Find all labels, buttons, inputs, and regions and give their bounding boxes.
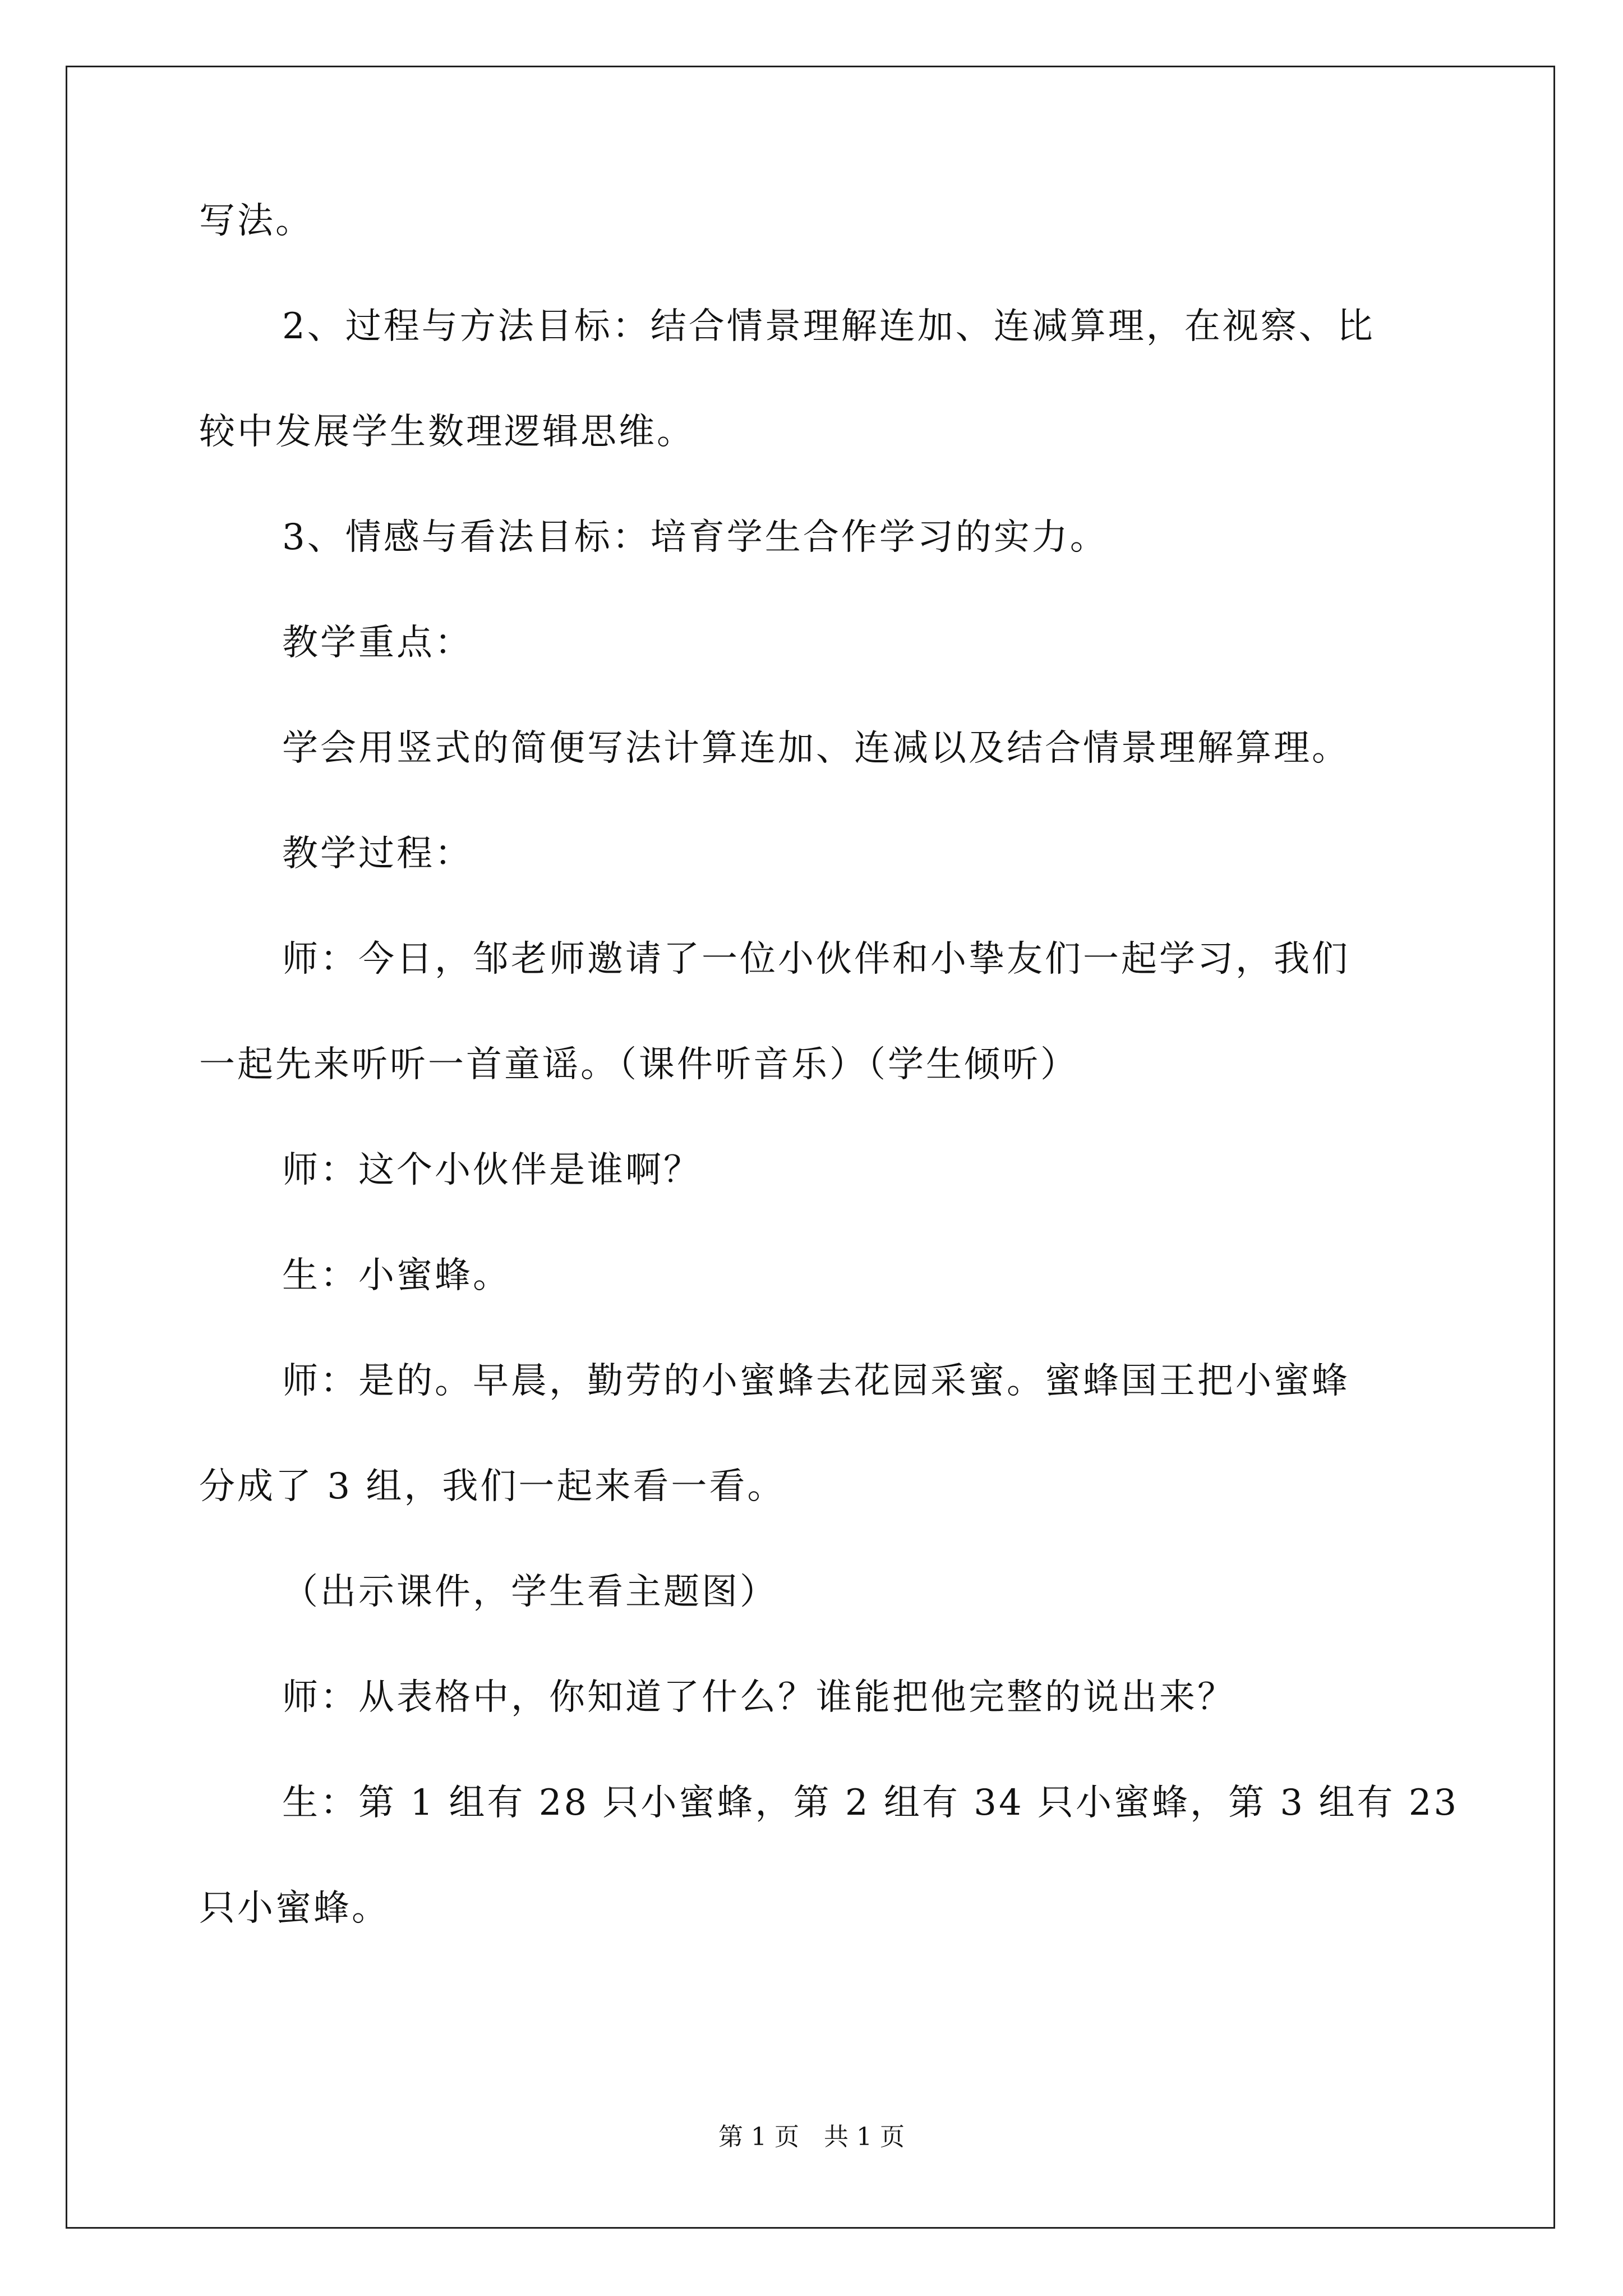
section-heading: 教学过程：: [282, 833, 473, 875]
text-line: 生：第 1 组有 28 只小蜜蜂，第 2 组有 34 只小蜜蜂，第 3 组有 23: [282, 1782, 1459, 1824]
text-line: 学会用竖式的简便写法计算连加、连减以及结合情景理解算理。: [282, 728, 1350, 769]
text-line: 师：这个小伙伴是谁啊？: [282, 1149, 702, 1191]
text-line: 生：小蜜蜂。: [282, 1255, 511, 1296]
text-line: 师：是的。早晨，勤劳的小蜜蜂去花园采蜜。蜜蜂国王把小蜜蜂: [282, 1360, 1350, 1402]
text-line: 写法。: [199, 200, 313, 242]
section-heading: 教学重点：: [282, 622, 473, 664]
text-line: （出示课件，学生看主题图）: [282, 1571, 778, 1613]
text-line: 一起先来听听一首童谣。（课件听音乐）（学生倾听）: [199, 1044, 1078, 1085]
text-line: 较中发展学生数理逻辑思维。: [199, 411, 695, 453]
text-line: 3、情感与看法目标：培育学生合作学习的实力。: [282, 517, 1108, 558]
text-line: 师：从表格中，你知道了什么？谁能把他完整的说出来？: [282, 1677, 1235, 1718]
text-line: 师：今日，邹老师邀请了一位小伙伴和小挚友们一起学习，我们: [282, 938, 1350, 980]
text-line: 2、过程与方法目标：结合情景理解连加、连减算理，在视察、比: [282, 306, 1375, 347]
text-line: 分成了 3 组，我们一起来看一看。: [199, 1466, 786, 1507]
text-line: 只小蜜蜂。: [199, 1888, 390, 1929]
page-footer: 第 1 页 共 1 页: [718, 2123, 905, 2151]
